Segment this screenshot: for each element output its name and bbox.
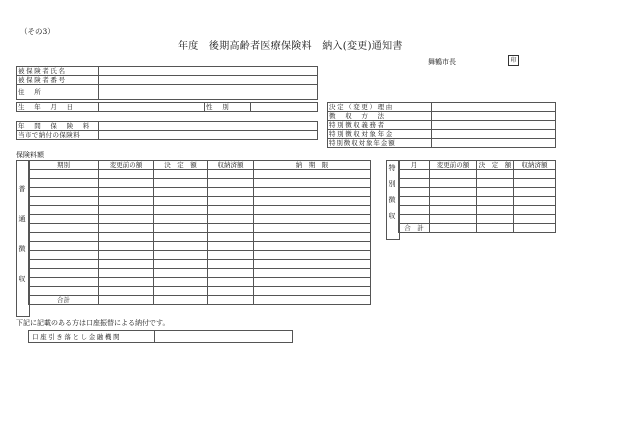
- decision-reason-label: 決定（変更）理由: [328, 103, 432, 112]
- obligor-value: [432, 121, 556, 130]
- ordinary-row: [29, 197, 371, 206]
- ordinary-cell: [154, 206, 208, 215]
- ordinary-cell: [208, 242, 254, 251]
- ordinary-total-label: 合計: [29, 296, 99, 305]
- special-side-char-2: 別: [388, 180, 396, 188]
- premium-section-label: 保険料額: [16, 151, 44, 159]
- current-city-premium-value: [99, 131, 318, 140]
- special-cell: [477, 179, 514, 188]
- decision-table: [327, 102, 556, 148]
- ordinary-cell: [29, 188, 99, 197]
- special-cell: [514, 215, 556, 224]
- special-header-before-amount: 変更前の額: [430, 161, 477, 170]
- ordinary-cell: [99, 197, 154, 206]
- insured-name-value: [99, 67, 318, 76]
- ordinary-row: [29, 287, 371, 296]
- ordinary-cell: [99, 278, 154, 287]
- special-cell: [477, 170, 514, 179]
- ordinary-header-period: 期別: [29, 161, 99, 170]
- ordinary-cell: [154, 170, 208, 179]
- ordinary-cell: [154, 269, 208, 278]
- special-cell: [514, 206, 556, 215]
- special-cell: [399, 215, 430, 224]
- ordinary-cell: [254, 188, 371, 197]
- special-cell: [477, 197, 514, 206]
- ordinary-cell: [208, 278, 254, 287]
- special-collection-table: [398, 160, 556, 233]
- ordinary-header-decided-amount: 決 定 額: [154, 161, 208, 170]
- ordinary-cell: [254, 278, 371, 287]
- special-total-cell: [514, 224, 556, 233]
- ordinary-cell: [254, 215, 371, 224]
- ordinary-cell: [254, 197, 371, 206]
- ordinary-cell: [99, 206, 154, 215]
- ordinary-row: [29, 233, 371, 242]
- ordinary-cell: [254, 251, 371, 260]
- special-header-decided-amount: 決 定 額: [477, 161, 514, 170]
- ordinary-cell: [29, 251, 99, 260]
- ordinary-cell: [254, 287, 371, 296]
- ordinary-cell: [29, 260, 99, 269]
- address-value: [99, 85, 318, 100]
- special-cell: [399, 197, 430, 206]
- ordinary-row: [29, 278, 371, 287]
- ordinary-cell: [99, 242, 154, 251]
- pension-year-label: 特別徴収対象年金: [328, 130, 432, 139]
- ordinary-cell: [254, 206, 371, 215]
- ordinary-cell: [29, 179, 99, 188]
- ordinary-cell: [29, 242, 99, 251]
- ordinary-side-char-2: 通: [18, 215, 26, 223]
- bank-label: 口座引き落とし金融機関: [29, 331, 155, 343]
- ordinary-total-cell: [154, 296, 208, 305]
- ordinary-cell: [154, 197, 208, 206]
- address-label: 住 所: [17, 85, 99, 100]
- payment-note: 下記に記載のある方は口座振替による納付です。: [16, 319, 170, 327]
- special-side-char-4: 収: [388, 212, 396, 220]
- ordinary-cell: [154, 260, 208, 269]
- ordinary-cell: [208, 260, 254, 269]
- special-cell: [430, 188, 477, 197]
- ordinary-cell: [99, 287, 154, 296]
- ordinary-cell: [99, 233, 154, 242]
- special-cell: [399, 170, 430, 179]
- ordinary-cell: [254, 242, 371, 251]
- ordinary-cell: [99, 170, 154, 179]
- pension-amount-value: [432, 139, 556, 148]
- ordinary-cell: [208, 215, 254, 224]
- ordinary-cell: [208, 251, 254, 260]
- ordinary-cell: [154, 233, 208, 242]
- special-cell: [399, 179, 430, 188]
- special-total-label: 合 計: [399, 224, 430, 233]
- ordinary-row: [29, 179, 371, 188]
- ordinary-cell: [99, 179, 154, 188]
- special-side-char-1: 特: [388, 164, 396, 172]
- ordinary-cell: [154, 215, 208, 224]
- ordinary-cell: [254, 233, 371, 242]
- ordinary-cell: [99, 224, 154, 233]
- current-city-premium-label: 当市で納付の保険料: [17, 131, 99, 140]
- collection-method-value: [432, 112, 556, 121]
- ordinary-cell: [154, 287, 208, 296]
- collection-method-label: 徴 収 方 法: [328, 112, 432, 121]
- special-row: [399, 179, 556, 188]
- ordinary-cell: [208, 179, 254, 188]
- insured-number-value: [99, 76, 318, 85]
- ordinary-row: [29, 215, 371, 224]
- pension-amount-label: 特別徴収対象年金額: [328, 139, 432, 148]
- ordinary-cell: [254, 269, 371, 278]
- special-row: [399, 188, 556, 197]
- sheet-number: （その3）: [20, 27, 55, 36]
- ordinary-cell: [29, 206, 99, 215]
- ordinary-cell: [208, 206, 254, 215]
- ordinary-cell: [208, 269, 254, 278]
- special-row: [399, 215, 556, 224]
- birth-date-value: [99, 103, 205, 112]
- decision-reason-value: [432, 103, 556, 112]
- issuer-name: 舞鶴市長: [428, 58, 456, 66]
- ordinary-row: [29, 206, 371, 215]
- special-cell: [430, 197, 477, 206]
- ordinary-cell: [29, 287, 99, 296]
- ordinary-cell: [29, 197, 99, 206]
- special-total-cell: [477, 224, 514, 233]
- sex-value: [251, 103, 318, 112]
- ordinary-header-before-amount: 変更前の額: [99, 161, 154, 170]
- ordinary-cell: [208, 233, 254, 242]
- special-cell: [430, 170, 477, 179]
- special-row: [399, 197, 556, 206]
- ordinary-collection-table: [28, 160, 371, 305]
- special-cell: [514, 170, 556, 179]
- ordinary-row: [29, 251, 371, 260]
- special-header-month: 月: [399, 161, 430, 170]
- ordinary-header-paid-amount: 収納済額: [208, 161, 254, 170]
- special-cell: [477, 188, 514, 197]
- ordinary-cell: [254, 260, 371, 269]
- ordinary-side-char-1: 普: [18, 185, 26, 193]
- ordinary-cell: [29, 170, 99, 179]
- special-header-paid-amount: 収納済額: [514, 161, 556, 170]
- insured-name-label: 被保険者氏名: [17, 67, 99, 76]
- ordinary-header-due-date: 納 期 限: [254, 161, 371, 170]
- annual-premium-table: [16, 121, 318, 140]
- ordinary-row: [29, 170, 371, 179]
- annual-premium-label: 年 間 保 険 料: [17, 122, 99, 131]
- ordinary-cell: [29, 278, 99, 287]
- ordinary-total-cell: [99, 296, 154, 305]
- special-cell: [430, 206, 477, 215]
- special-total-row: [399, 224, 556, 233]
- ordinary-cell: [29, 269, 99, 278]
- ordinary-cell: [208, 197, 254, 206]
- insured-number-label: 被保険者番号: [17, 76, 99, 85]
- ordinary-cell: [99, 260, 154, 269]
- ordinary-cell: [154, 251, 208, 260]
- ordinary-cell: [254, 179, 371, 188]
- ordinary-cell: [99, 251, 154, 260]
- ordinary-cell: [208, 188, 254, 197]
- ordinary-cell: [99, 188, 154, 197]
- special-cell: [514, 188, 556, 197]
- birth-sex-table: [16, 102, 318, 112]
- official-seal: 印: [508, 55, 519, 66]
- ordinary-cell: [29, 224, 99, 233]
- ordinary-total-cell: [254, 296, 371, 305]
- sex-label: 性 別: [205, 103, 251, 112]
- ordinary-cell: [208, 224, 254, 233]
- special-cell: [514, 197, 556, 206]
- ordinary-cell: [154, 188, 208, 197]
- page-title: 年度 後期高齢者医療保険料 納入(変更)通知書: [178, 41, 403, 52]
- ordinary-row: [29, 269, 371, 278]
- ordinary-row: [29, 260, 371, 269]
- special-side-char-3: 徴: [388, 196, 396, 204]
- ordinary-cell: [29, 233, 99, 242]
- ordinary-cell: [254, 170, 371, 179]
- insured-table: [16, 66, 318, 100]
- ordinary-cell: [208, 287, 254, 296]
- birth-date-label: 生 年 月 日: [17, 103, 99, 112]
- obligor-label: 特別徴収義務者: [328, 121, 432, 130]
- ordinary-row: [29, 242, 371, 251]
- ordinary-cell: [99, 215, 154, 224]
- ordinary-cell: [154, 179, 208, 188]
- special-cell: [399, 206, 430, 215]
- special-cell: [430, 215, 477, 224]
- ordinary-total-row: [29, 296, 371, 305]
- bank-value: [155, 331, 293, 343]
- special-cell: [477, 206, 514, 215]
- special-cell: [399, 188, 430, 197]
- annual-premium-value: [99, 122, 318, 131]
- special-row: [399, 170, 556, 179]
- ordinary-cell: [29, 215, 99, 224]
- ordinary-cell: [154, 224, 208, 233]
- ordinary-total-cell: [208, 296, 254, 305]
- ordinary-cell: [99, 269, 154, 278]
- special-row: [399, 206, 556, 215]
- ordinary-cell: [154, 278, 208, 287]
- special-cell: [477, 215, 514, 224]
- ordinary-row: [29, 224, 371, 233]
- ordinary-cell: [254, 224, 371, 233]
- special-total-cell: [430, 224, 477, 233]
- special-cell: [430, 179, 477, 188]
- ordinary-cell: [154, 242, 208, 251]
- pension-year-value: [432, 130, 556, 139]
- ordinary-row: [29, 188, 371, 197]
- special-cell: [514, 179, 556, 188]
- bank-table: [28, 330, 293, 343]
- ordinary-cell: [208, 170, 254, 179]
- ordinary-side-char-3: 徴: [18, 245, 26, 253]
- ordinary-side-char-4: 収: [18, 275, 26, 283]
